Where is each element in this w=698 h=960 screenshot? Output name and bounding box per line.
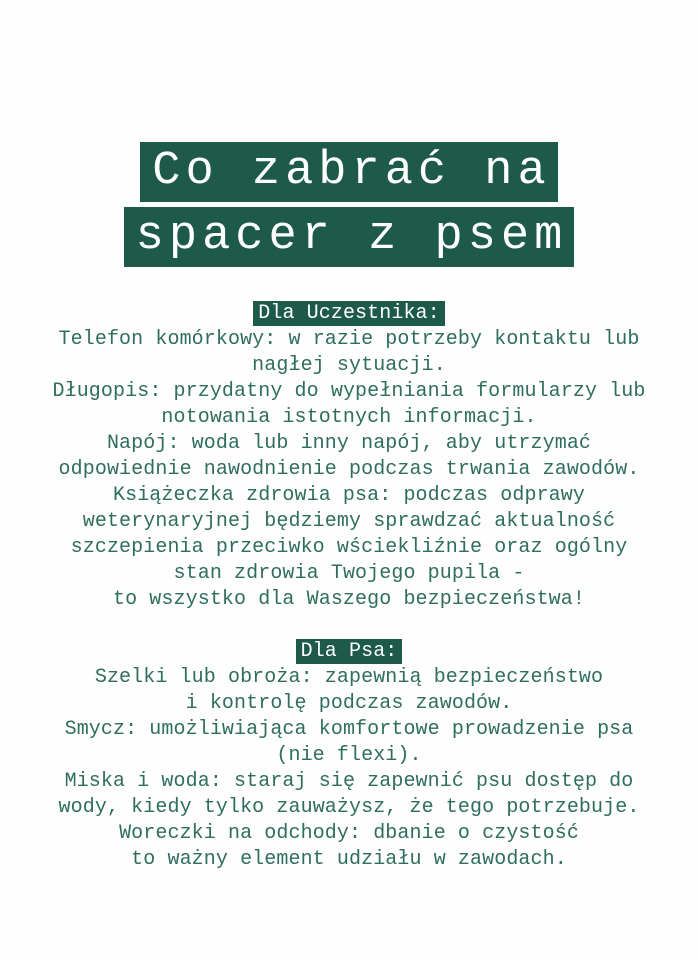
title-line-2	[0, 207, 698, 267]
title-line-1-text: Co zabrać na	[140, 142, 557, 202]
text-line: stan zdrowia Twojego pupila -	[173, 562, 525, 585]
section-heading-participant-label: Dla Uczestnika:	[253, 301, 445, 326]
text-line: odpowiednie nawodnienie podczas trwania zawodów.	[58, 458, 640, 481]
page-title	[0, 142, 698, 272]
text-line: notowania istotnych informacji.	[161, 406, 537, 429]
text-line: Woreczki na odchody: dbanie o czystość	[119, 822, 579, 845]
text-line: szczepienia przeciwko wściekliźnie oraz ogólny	[70, 536, 628, 559]
section-heading-dog	[0, 639, 698, 665]
title-line-1	[0, 142, 698, 202]
text-line: Napój: woda lub inny napój, aby utrzymać	[106, 432, 592, 455]
text-line: weterynaryjnej będziemy sprawdzać aktualność	[82, 510, 616, 533]
section-heading-participant	[0, 301, 698, 327]
section-gap	[0, 613, 698, 639]
poster-body	[0, 301, 698, 873]
text-line: Telefon komórkowy: w razie potrzeby kontaktu lub	[58, 328, 640, 351]
text-line: to wszystko dla Waszego bezpieczeństwa!	[113, 588, 585, 611]
text-line: i kontrolę podczas zawodów.	[185, 692, 513, 715]
title-line-2-text: spacer z psem	[124, 207, 575, 267]
text-line: wody, kiedy tylko zauważysz, że tego potrzebuje.	[58, 796, 640, 819]
text-line: nagłej sytuacji.	[252, 354, 446, 377]
text-line: (nie flexi).	[276, 744, 422, 767]
text-line: Smycz: umożliwiająca komfortowe prowadzenie psa	[64, 718, 634, 741]
text-line: Miska i woda: staraj się zapewnić psu dostęp do	[64, 770, 634, 793]
text-line: Książeczka zdrowia psa: podczas odprawy	[113, 484, 585, 507]
text-line: Długopis: przydatny do wypełniania formularzy lub	[52, 380, 646, 403]
text-line: Szelki lub obroża: zapewnią bezpieczeństwo	[94, 666, 604, 689]
section-heading-dog-label: Dla Psa:	[296, 639, 403, 664]
text-line: to ważny element udziału w zawodach.	[131, 848, 567, 871]
